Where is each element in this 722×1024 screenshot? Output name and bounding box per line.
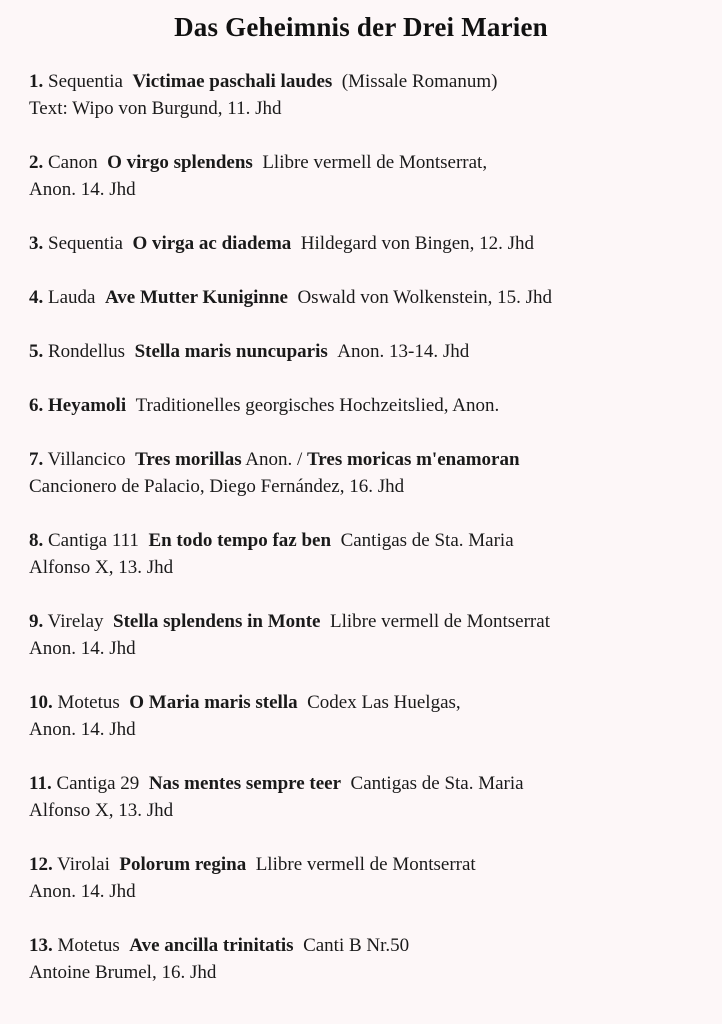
- program-entry-7: [29, 446, 719, 500]
- entry-second-line: Anon. 14. Jhd: [29, 881, 136, 902]
- entry-genre: Cantiga 29: [56, 773, 140, 794]
- entry-work-title: Stella maris nuncuparis: [134, 341, 328, 362]
- program-entry-1: [29, 68, 719, 122]
- entry-second-line: Alfonso X, 13. Jhd: [29, 557, 174, 578]
- entry-source: Codex Las Huelgas,: [307, 692, 461, 713]
- entry-number: 11.: [29, 773, 52, 794]
- entry-source: Anon. 13-14. Jhd: [337, 341, 470, 362]
- entry-number: 10.: [29, 692, 53, 713]
- entry-number: 7.: [29, 449, 44, 470]
- entry-source: (Missale Romanum): [341, 71, 498, 92]
- entry-number: 1.: [29, 71, 44, 92]
- entry-work-title: Stella splendens in Monte: [113, 611, 321, 632]
- entry-number: 5.: [29, 341, 44, 362]
- entry-work-title: Heyamoli: [48, 395, 127, 416]
- program-entry-10: [29, 689, 719, 743]
- program-entry-12: [29, 851, 719, 905]
- entry-genre: Virolai: [57, 854, 110, 875]
- entry-genre: Virelay: [47, 611, 104, 632]
- entry-source: Llibre vermell de Montserrat: [329, 611, 550, 632]
- entry-source: Cantigas de Sta. Maria: [340, 530, 514, 551]
- entry-genre: Canon: [48, 152, 98, 173]
- program-entry-5: [29, 338, 719, 365]
- program-entry-3: [29, 230, 719, 257]
- entry-genre: Lauda: [48, 287, 96, 308]
- entry-genre: Sequentia: [48, 233, 123, 254]
- entry-work-title: Ave ancilla trinitatis: [129, 935, 294, 956]
- entry-source: Llibre vermell de Montserrat,: [262, 152, 488, 173]
- entry-second-line: Cancionero de Palacio, Diego Fernández, 16. Jhd: [29, 476, 405, 497]
- entry-genre: Sequentia: [48, 71, 123, 92]
- entry-source: Anon. /: [245, 449, 303, 470]
- entry-genre: Villancico: [47, 449, 126, 470]
- entry-second-line: Text: Wipo von Burgund, 11. Jhd: [29, 98, 282, 119]
- entry-number: 6.: [29, 395, 44, 416]
- program-entry-9: [29, 608, 719, 662]
- entry-source: Hildegard von Bingen, 12. Jhd: [300, 233, 535, 254]
- program-entry-2: [29, 149, 719, 203]
- entry-genre: Motetus: [57, 935, 120, 956]
- entry-work-title: Ave Mutter Kuniginne: [104, 287, 288, 308]
- page-title: Das Geheimnis der Drei Marien: [174, 12, 548, 42]
- entry-number: 9.: [29, 611, 44, 632]
- entry-genre: Motetus: [57, 692, 120, 713]
- entry-second-line: Antoine Brumel, 16. Jhd: [29, 962, 217, 983]
- program-entry-4: [29, 284, 719, 311]
- program-entry-13: [29, 932, 719, 986]
- entry-work-title: O Maria maris stella: [129, 692, 298, 713]
- entry-work-title: Nas mentes sempre teer: [148, 773, 342, 794]
- entry-work-title: En todo tempo faz ben: [148, 530, 332, 551]
- entry-number: 4.: [29, 287, 44, 308]
- entry-second-work-title: Tres moricas m'enamoran: [307, 449, 520, 470]
- entry-second-line: Anon. 14. Jhd: [29, 179, 136, 200]
- entry-second-line: Alfonso X, 13. Jhd: [29, 800, 174, 821]
- entry-genre: Rondellus: [48, 341, 126, 362]
- program-entry-8: [29, 527, 719, 581]
- entry-source: Cantigas de Sta. Maria: [350, 773, 524, 794]
- entry-work-title: O virga ac diadema: [132, 233, 292, 254]
- entry-number: 8.: [29, 530, 44, 551]
- entry-genre: Cantiga 111: [48, 530, 139, 551]
- entry-work-title: Victimae paschali laudes: [132, 71, 333, 92]
- entry-second-line: Anon. 14. Jhd: [29, 638, 136, 659]
- entry-work-title: O virgo splendens: [107, 152, 253, 173]
- entry-second-line: Anon. 14. Jhd: [29, 719, 136, 740]
- entry-work-title: Polorum regina: [119, 854, 247, 875]
- entry-source: Oswald von Wolkenstein, 15. Jhd: [297, 287, 553, 308]
- entry-number: 13.: [29, 935, 53, 956]
- entry-source: Traditionelles georgisches Hochzeitslied, Anon.: [135, 395, 500, 416]
- entry-work-title: Tres morillas: [135, 449, 242, 470]
- entry-number: 2.: [29, 152, 44, 173]
- program-entry-6: [29, 392, 719, 419]
- entry-number: 12.: [29, 854, 53, 875]
- entry-number: 3.: [29, 233, 44, 254]
- entry-source: Canti B Nr.50: [303, 935, 410, 956]
- entry-source: Llibre vermell de Montserrat: [255, 854, 476, 875]
- program-entry-11: [29, 770, 719, 824]
